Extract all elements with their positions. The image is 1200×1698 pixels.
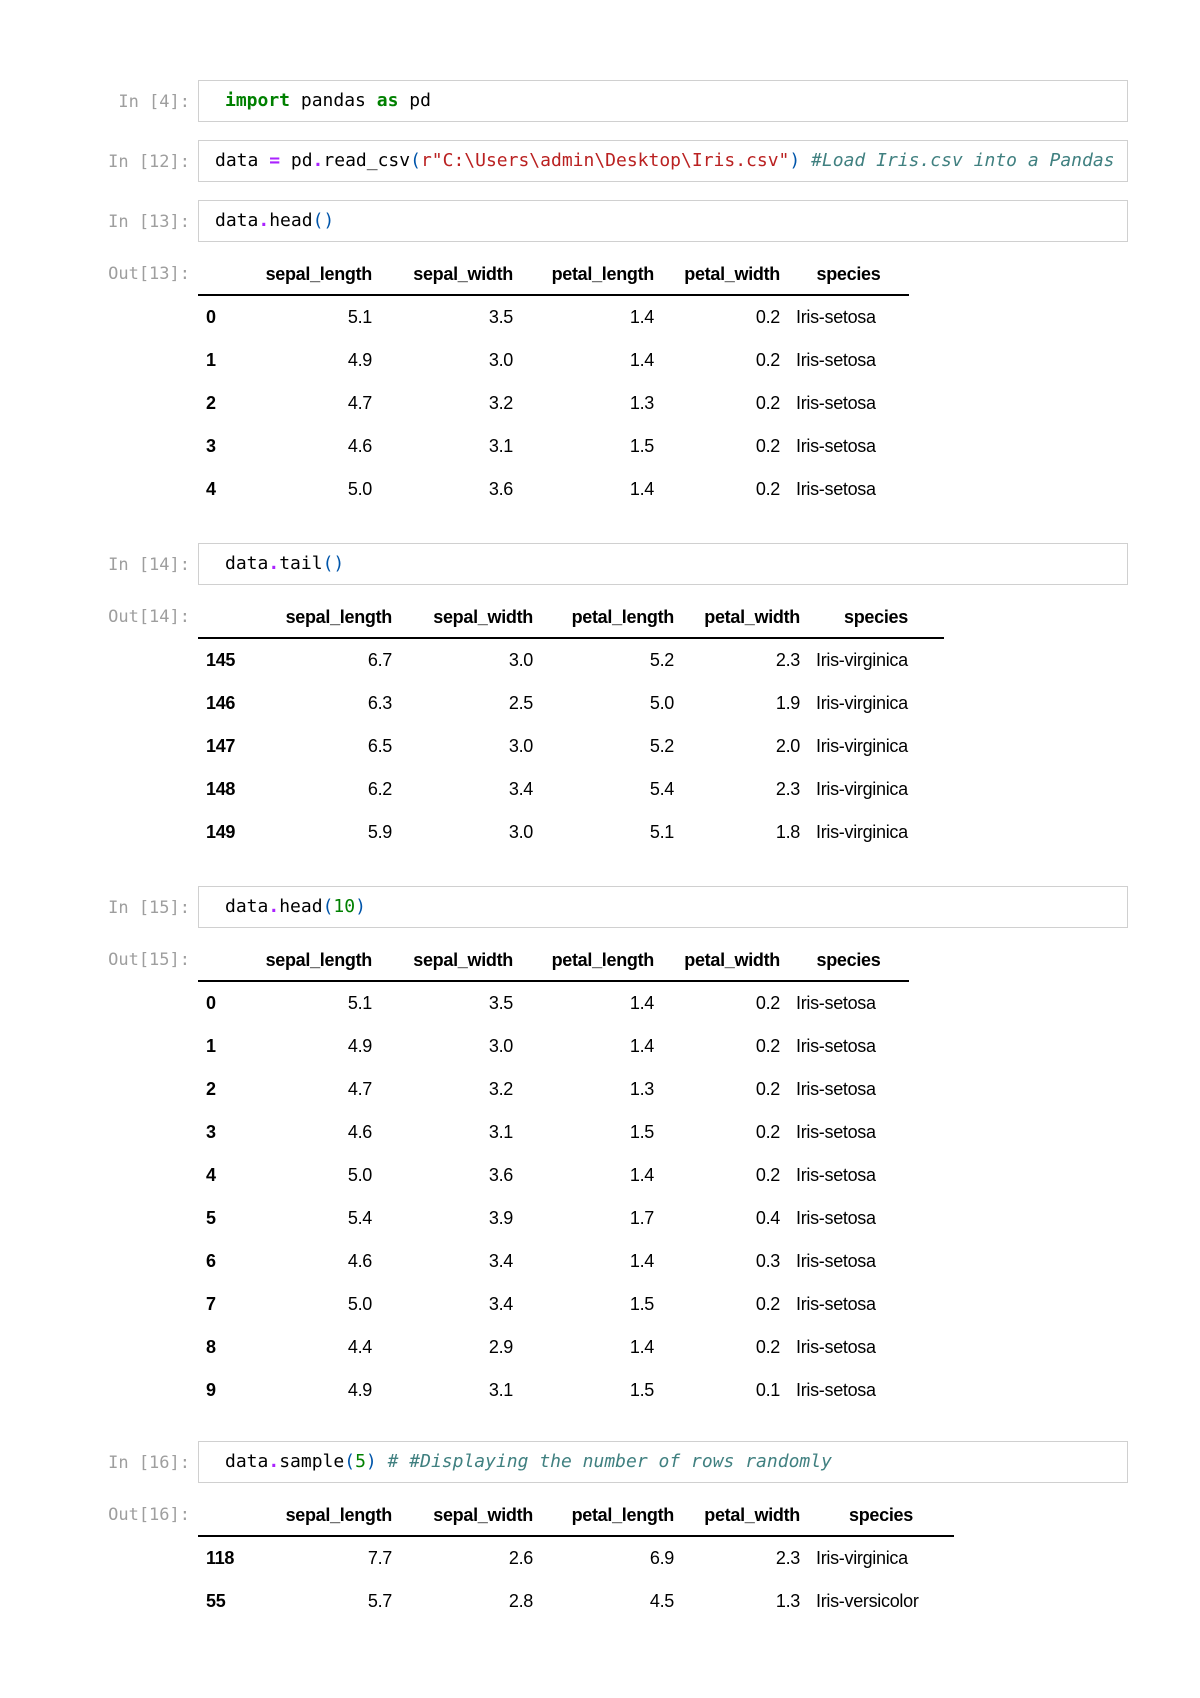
dataframe-table	[198, 254, 909, 511]
code-token: as	[376, 90, 399, 111]
row-index: 1	[206, 350, 216, 370]
code-cell-input[interactable]	[198, 543, 1128, 585]
table-cell: Iris-setosa	[796, 993, 876, 1013]
table-cell: 1.5	[629, 1122, 654, 1142]
column-header: species	[788, 254, 909, 295]
column-header: sepal_width	[400, 597, 541, 638]
column-header: sepal_length	[234, 940, 380, 981]
table-row	[198, 1536, 954, 1580]
table-cell: 1.4	[629, 307, 654, 327]
output-prompt: Out[15]:	[108, 950, 190, 970]
code-cell-input[interactable]	[198, 200, 1128, 242]
table-cell: 0.3	[755, 1251, 780, 1271]
code-token: )	[789, 150, 801, 171]
column-header: petal_width	[682, 1495, 808, 1536]
output-prompt: Out[13]:	[108, 264, 190, 284]
table-cell: 1.4	[629, 1165, 654, 1185]
code-token: head	[279, 896, 323, 917]
table-cell: 6.5	[367, 736, 392, 756]
code-token: r"C:\Users\admin\Desktop\Iris.csv"	[420, 150, 790, 171]
table-cell: 0.2	[755, 479, 780, 499]
table-cell: 2.3	[775, 650, 800, 670]
row-index: 7	[206, 1294, 216, 1314]
input-prompt: In [12]:	[108, 152, 190, 172]
code-token: ()	[312, 210, 335, 231]
row-index: 146	[206, 693, 236, 713]
table-cell: 0.2	[755, 1165, 780, 1185]
input-prompt: In [4]:	[118, 92, 190, 112]
table-cell: 4.6	[347, 1122, 372, 1142]
table-row	[198, 1154, 909, 1197]
table-cell: 0.2	[755, 1079, 780, 1099]
code-token: pd	[280, 150, 313, 171]
column-header: sepal_length	[254, 597, 400, 638]
row-index: 3	[206, 436, 216, 456]
table-cell: 4.7	[347, 393, 372, 413]
column-header: petal_length	[521, 940, 662, 981]
table-cell: Iris-setosa	[796, 1337, 876, 1357]
table-cell: 1.3	[629, 393, 654, 413]
table-cell: 5.4	[347, 1208, 372, 1228]
table-cell: 0.2	[755, 1122, 780, 1142]
code-token: )	[365, 1451, 377, 1472]
table-cell: 1.4	[629, 350, 654, 370]
table-cell: Iris-virginica	[816, 822, 908, 842]
table-cell: 1.4	[629, 1251, 654, 1271]
table-cell: Iris-setosa	[796, 1079, 876, 1099]
table-cell: 1.5	[629, 1294, 654, 1314]
table-header-row	[198, 1495, 954, 1536]
table-cell: 4.9	[347, 350, 372, 370]
table-cell: 3.2	[488, 1079, 513, 1099]
code-token: (	[322, 896, 334, 917]
code-token: .	[312, 150, 324, 171]
table-cell: 5.0	[347, 479, 372, 499]
table-cell: 3.6	[488, 479, 513, 499]
table-cell: 3.6	[488, 1165, 513, 1185]
table-cell: 3.1	[488, 436, 513, 456]
code-cell-input[interactable]	[198, 140, 1128, 182]
table-cell: 3.0	[508, 736, 533, 756]
code-token: 5	[355, 1451, 366, 1472]
table-cell: 3.0	[508, 822, 533, 842]
table-row	[198, 1240, 909, 1283]
table-cell: Iris-setosa	[796, 1165, 876, 1185]
code-token: (	[410, 150, 421, 171]
table-cell: 4.9	[347, 1380, 372, 1400]
table-cell: 6.2	[367, 779, 392, 799]
column-header: sepal_width	[380, 254, 521, 295]
code-token: head	[269, 210, 313, 231]
input-prompt: In [14]:	[108, 555, 190, 575]
code-cell-input[interactable]	[198, 80, 1128, 122]
table-cell: 3.2	[488, 393, 513, 413]
table-cell: 5.1	[347, 307, 372, 327]
code-token: (	[344, 1451, 356, 1472]
table-row	[198, 981, 909, 1025]
table-header-row	[198, 940, 909, 981]
row-index: 0	[206, 993, 216, 1013]
table-cell: 2.3	[775, 1548, 800, 1568]
table-cell: Iris-setosa	[796, 479, 876, 499]
table-cell: 1.7	[629, 1208, 654, 1228]
row-index: 145	[206, 650, 236, 670]
table-cell: 5.1	[649, 822, 674, 842]
code-token: sample	[279, 1451, 345, 1472]
table-cell: 7.7	[367, 1548, 392, 1568]
row-index: 147	[206, 736, 236, 756]
table-cell: 0.2	[755, 393, 780, 413]
table-cell: Iris-virginica	[816, 693, 908, 713]
table-row	[198, 1025, 909, 1068]
table-row	[198, 811, 944, 854]
table-cell: 0.2	[755, 1036, 780, 1056]
table-cell: 0.4	[755, 1208, 780, 1228]
table-cell: Iris-setosa	[796, 350, 876, 370]
column-header: sepal_length	[254, 1495, 400, 1536]
table-cell: Iris-versicolor	[816, 1591, 919, 1611]
table-cell: 0.2	[755, 307, 780, 327]
table-cell: 1.5	[629, 1380, 654, 1400]
table-cell: 4.6	[347, 436, 372, 456]
table-row	[198, 1197, 909, 1240]
table-cell: 3.0	[488, 1036, 513, 1056]
code-cell-input[interactable]	[198, 1441, 1128, 1483]
table-cell: 5.9	[367, 822, 392, 842]
table-cell: 3.4	[488, 1251, 513, 1271]
table-cell: 2.3	[775, 779, 800, 799]
table-cell: 1.5	[629, 436, 654, 456]
table-cell: Iris-setosa	[796, 1380, 876, 1400]
table-cell: 3.0	[508, 650, 533, 670]
code-token: #Load Iris.csv into a Pandas	[800, 150, 1115, 171]
code-cell-input[interactable]	[198, 886, 1128, 928]
column-header	[198, 254, 234, 295]
column-header	[198, 1495, 254, 1536]
code-token: =	[269, 150, 281, 171]
table-cell: 1.4	[629, 1337, 654, 1357]
code-token: data	[225, 1451, 269, 1472]
table-cell: 5.4	[649, 779, 674, 799]
table-cell: 3.4	[508, 779, 533, 799]
row-index: 4	[206, 1165, 216, 1185]
table-cell: 0.2	[755, 1294, 780, 1314]
table-cell: 3.1	[488, 1122, 513, 1142]
table-cell: 4.7	[347, 1079, 372, 1099]
table-row	[198, 339, 909, 382]
table-cell: Iris-virginica	[816, 779, 908, 799]
code-token: ()	[322, 553, 345, 574]
code-token: tail	[279, 553, 323, 574]
code-token: pd	[398, 90, 431, 111]
table-cell: 5.0	[347, 1294, 372, 1314]
column-header	[198, 597, 254, 638]
table-row	[198, 638, 944, 682]
row-index: 3	[206, 1122, 216, 1142]
row-index: 8	[206, 1337, 216, 1357]
table-cell: Iris-setosa	[796, 436, 876, 456]
table-cell: Iris-setosa	[796, 1294, 876, 1314]
table-row	[198, 1580, 954, 1623]
table-cell: 5.7	[367, 1591, 392, 1611]
input-prompt: In [15]:	[108, 898, 190, 918]
output-prompt: Out[14]:	[108, 607, 190, 627]
dataframe-table	[198, 940, 909, 1412]
table-cell: 6.7	[367, 650, 392, 670]
table-cell: 1.9	[775, 693, 800, 713]
table-cell: 1.4	[629, 479, 654, 499]
code-token: data	[225, 896, 269, 917]
column-header: sepal_width	[400, 1495, 541, 1536]
table-cell: 0.1	[755, 1380, 780, 1400]
table-cell: Iris-setosa	[796, 1251, 876, 1271]
row-index: 5	[206, 1208, 216, 1228]
table-cell: 5.0	[347, 1165, 372, 1185]
table-cell: 4.6	[347, 1251, 372, 1271]
table-row	[198, 768, 944, 811]
table-row	[198, 425, 909, 468]
table-header-row	[198, 254, 909, 295]
table-cell: 3.4	[488, 1294, 513, 1314]
row-index: 149	[206, 822, 236, 842]
table-cell: 2.8	[508, 1591, 533, 1611]
column-header: petal_width	[662, 254, 788, 295]
row-index: 55	[206, 1591, 226, 1611]
code-token: pandas	[290, 90, 377, 111]
column-header: species	[808, 1495, 954, 1536]
table-row	[198, 725, 944, 768]
output-prompt: Out[16]:	[108, 1505, 190, 1525]
row-index: 118	[206, 1548, 235, 1568]
table-cell: 3.0	[488, 350, 513, 370]
table-row	[198, 1369, 909, 1412]
column-header: petal_width	[682, 597, 808, 638]
code-token: .	[268, 553, 280, 574]
table-row	[198, 382, 909, 425]
table-cell: 1.8	[775, 822, 800, 842]
column-header: species	[788, 940, 909, 981]
code-token: read_csv	[323, 150, 411, 171]
code-token: 10	[333, 896, 356, 917]
column-header: sepal_length	[234, 254, 380, 295]
dataframe-table	[198, 1495, 954, 1623]
row-index: 2	[206, 1079, 216, 1099]
table-row	[198, 1068, 909, 1111]
table-cell: 4.5	[649, 1591, 674, 1611]
table-cell: 3.5	[488, 307, 513, 327]
table-cell: Iris-setosa	[796, 1036, 876, 1056]
column-header: species	[808, 597, 944, 638]
column-header: petal_length	[521, 254, 662, 295]
table-cell: 1.4	[629, 1036, 654, 1056]
code-token: .	[268, 1451, 280, 1472]
table-cell: 5.2	[649, 650, 674, 670]
table-cell: 2.0	[775, 736, 800, 756]
table-cell: 3.9	[488, 1208, 513, 1228]
column-header: sepal_width	[380, 940, 521, 981]
table-cell: Iris-setosa	[796, 307, 876, 327]
table-cell: 3.1	[488, 1380, 513, 1400]
column-header: petal_width	[662, 940, 788, 981]
table-row	[198, 1111, 909, 1154]
table-cell: 3.5	[488, 993, 513, 1013]
table-cell: 2.9	[488, 1337, 513, 1357]
table-row	[198, 1326, 909, 1369]
code-token: data	[215, 150, 270, 171]
table-cell: 1.3	[775, 1591, 800, 1611]
table-cell: 2.6	[508, 1548, 533, 1568]
table-cell: Iris-setosa	[796, 393, 876, 413]
table-cell: Iris-virginica	[816, 650, 908, 670]
table-cell: Iris-setosa	[796, 1208, 876, 1228]
table-cell: 2.5	[508, 693, 533, 713]
table-cell: 0.2	[755, 1337, 780, 1357]
dataframe-table	[198, 597, 944, 854]
table-row	[198, 1283, 909, 1326]
input-prompt: In [13]:	[108, 212, 190, 232]
row-index: 9	[206, 1380, 216, 1400]
table-cell: 0.2	[755, 436, 780, 456]
code-token: .	[258, 210, 270, 231]
row-index: 4	[206, 479, 216, 499]
column-header	[198, 940, 234, 981]
code-token: data	[225, 553, 269, 574]
table-cell: 1.3	[629, 1079, 654, 1099]
table-row	[198, 682, 944, 725]
table-header-row	[198, 597, 944, 638]
table-cell: 0.2	[755, 350, 780, 370]
row-index: 148	[206, 779, 236, 799]
code-token: )	[355, 896, 366, 917]
column-header: petal_length	[541, 1495, 682, 1536]
table-cell: 0.2	[755, 993, 780, 1013]
table-cell: 4.4	[347, 1337, 372, 1357]
table-row	[198, 468, 909, 511]
table-cell: 5.1	[347, 993, 372, 1013]
table-cell: 5.0	[649, 693, 674, 713]
code-token: data	[215, 210, 259, 231]
input-prompt: In [16]:	[108, 1453, 190, 1473]
table-cell: Iris-virginica	[816, 736, 908, 756]
row-index: 2	[206, 393, 216, 413]
table-cell: 1.4	[629, 993, 654, 1013]
table-cell: 5.2	[649, 736, 674, 756]
code-token: .	[268, 896, 280, 917]
table-cell: 6.3	[367, 693, 392, 713]
row-index: 1	[206, 1036, 216, 1056]
code-token: # #Displaying the number of rows randomly	[376, 1451, 832, 1472]
column-header: petal_length	[541, 597, 682, 638]
table-cell: 6.9	[649, 1548, 674, 1568]
table-cell: Iris-virginica	[816, 1548, 908, 1568]
table-cell: Iris-setosa	[796, 1122, 876, 1142]
table-row	[198, 295, 909, 339]
row-index: 0	[206, 307, 216, 327]
row-index: 6	[206, 1251, 216, 1271]
table-cell: 4.9	[347, 1036, 372, 1056]
code-token: import	[225, 90, 291, 111]
